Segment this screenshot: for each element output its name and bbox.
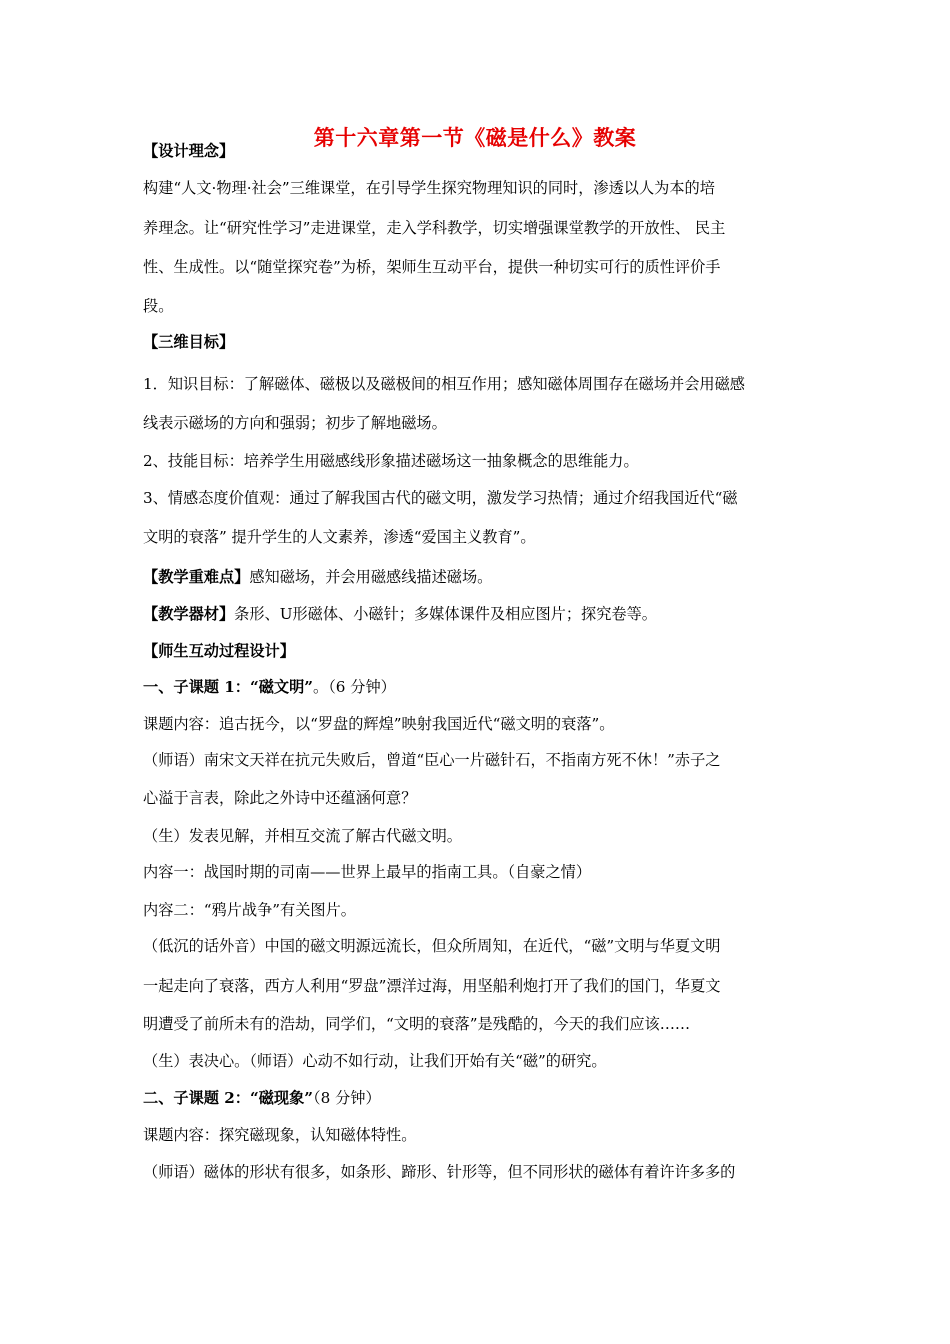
text-segment: 1．知识目标：了解磁体、磁极以及磁极间的相互作用；感知磁体周围存在磁场并会用磁感 <box>143 375 745 393</box>
text-segment: （师语）南宋文天祥在抗元失败后，曾道“臣心一片磁针石，不指南方死不休！”赤子之 <box>143 751 721 769</box>
text-line <box>143 257 813 277</box>
text-segment: 内容二：“鸦片战争”有关图片。 <box>143 901 356 919</box>
text-line <box>143 141 813 161</box>
text-line <box>143 862 813 882</box>
text-line <box>143 826 813 846</box>
text-line <box>143 1125 813 1145</box>
text-line <box>143 488 813 508</box>
text-line <box>143 1162 813 1182</box>
text-segment: （8 分钟） <box>313 1089 381 1107</box>
text-segment: （师语）磁体的形状有很多，如条形、蹄形、针形等，但不同形状的磁体有着许许多多的 <box>143 1163 736 1181</box>
text-line <box>143 641 813 661</box>
text-line <box>143 976 813 996</box>
text-line <box>143 936 813 956</box>
text-line <box>143 677 813 697</box>
bold-text: 【三维目标】 <box>143 333 235 351</box>
text-segment: （生）发表见解，并相互交流了解古代磁文明。 <box>143 827 462 845</box>
bold-text: 二、子课题 2：“磁现象” <box>143 1089 314 1107</box>
text-line <box>143 900 813 920</box>
text-line <box>143 527 813 547</box>
text-segment: 养理念。让“研究性学习”走进课堂，走入学科教学，切实增强课堂教学的开放性、 民主 <box>143 219 726 237</box>
text-segment: 感知磁场，并会用磁感线描述磁场。 <box>249 568 493 586</box>
text-segment: 线表示磁场的方向和强弱；初步了解地磁场。 <box>143 414 447 432</box>
text-line <box>143 218 813 238</box>
text-segment: （生）表决心。（师语）心动不如行动，让我们开始有关“磁”的研究。 <box>143 1052 607 1070</box>
text-line <box>143 374 813 394</box>
text-line <box>143 451 813 471</box>
text-segment: 条形、U形磁体、小磁针；多媒体课件及相应图片；探究卷等。 <box>234 605 657 623</box>
text-segment: 。（6 分钟） <box>313 678 396 696</box>
bold-text: 【师生互动过程设计】 <box>143 642 295 660</box>
text-segment: 文明的衰落” 提升学生的人文素养，渗透“爱国主义教育”。 <box>143 528 536 546</box>
text-line <box>143 714 813 734</box>
text-line <box>143 178 813 198</box>
text-segment: 性、生成性。以“随堂探究卷”为桥，架师生互动平台，提供一种切实可行的质性评价手 <box>143 258 721 276</box>
text-segment: 段。 <box>143 297 174 315</box>
bold-text: 一、子课题 1：“磁文明” <box>143 678 314 696</box>
text-line <box>143 604 813 624</box>
text-segment: 构建“人文·物理·社会”三维课堂，在引导学生探究物理知识的同时，渗透以人为本的培 <box>143 179 715 197</box>
text-segment: 3、情感态度价值观：通过了解我国古代的磁文明，激发学习热情；通过介绍我国近代“磁 <box>143 489 738 507</box>
text-line <box>143 750 813 770</box>
bold-text: 【教学器材】 <box>143 605 235 623</box>
text-line <box>143 296 813 316</box>
bold-text: 【教学重难点】 <box>143 568 250 586</box>
text-segment: 一起走向了衰落，西方人利用“罗盘”漂洋过海，用坚船利炮打开了我们的国门，华夏文 <box>143 977 721 995</box>
text-line <box>143 413 813 433</box>
text-line <box>143 1014 813 1034</box>
text-segment: 课题内容：追古抚今，以“罗盘的辉煌”映射我国近代“磁文明的衰落”。 <box>143 715 615 733</box>
text-line <box>143 567 813 587</box>
text-segment: （低沉的话外音）中国的磁文明源远流长，但众所周知，在近代，“磁”文明与华夏文明 <box>143 937 721 955</box>
text-segment: 内容一：战国时期的司南——世界上最早的指南工具。（自豪之情） <box>143 863 592 881</box>
text-line <box>143 1051 813 1071</box>
text-line <box>143 332 813 352</box>
bold-text: 【设计理念】 <box>143 142 235 160</box>
text-segment: 课题内容：探究磁现象，认知磁体特性。 <box>143 1126 417 1144</box>
text-line <box>143 1088 813 1108</box>
text-segment: 明遭受了前所未有的浩劫，同学们，“文明的衰落”是残酷的，今天的我们应该…… <box>143 1015 691 1033</box>
text-segment: 心溢于言表，除此之外诗中还蕴涵何意？ <box>143 789 417 807</box>
text-line <box>143 788 813 808</box>
document-title: 第十六章第一节《磁是什么》教案 <box>313 125 637 150</box>
text-segment: 2、技能目标：培养学生用磁感线形象描述磁场这一抽象概念的思维能力。 <box>143 452 639 470</box>
